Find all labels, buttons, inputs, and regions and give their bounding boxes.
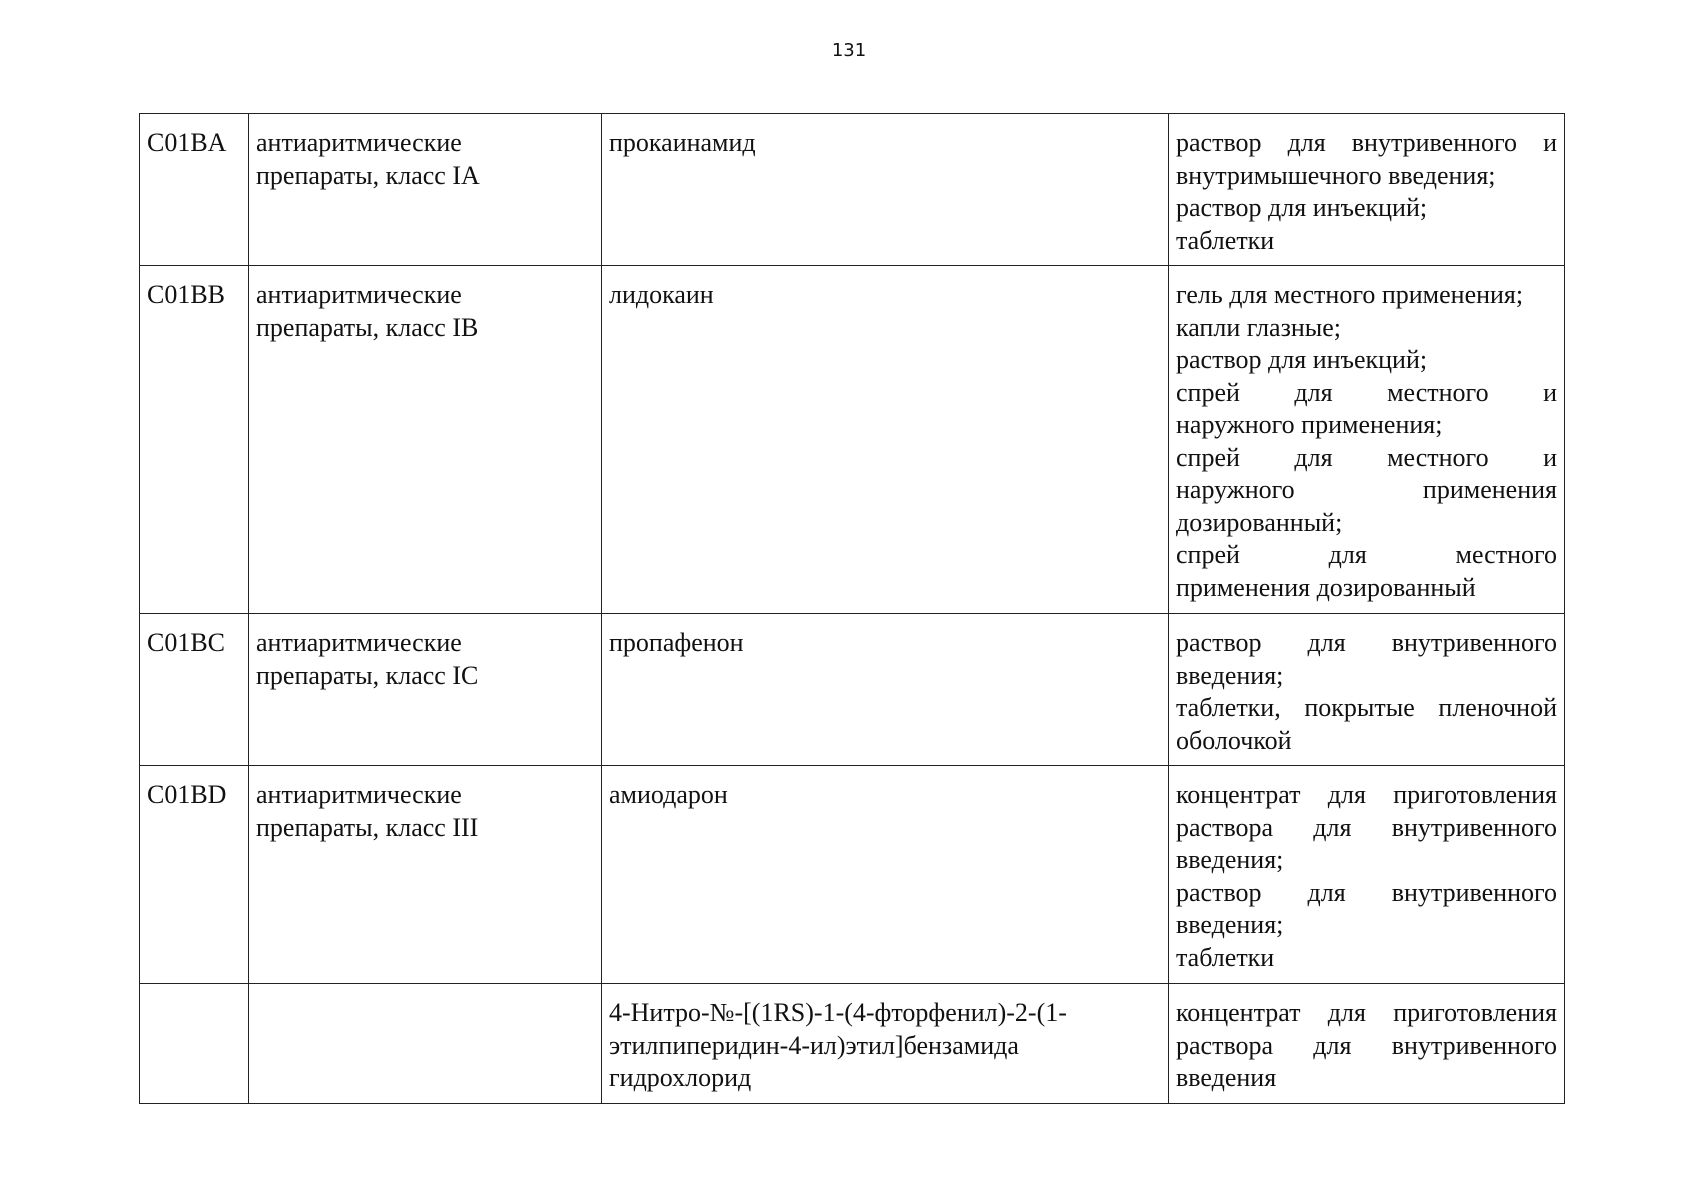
- form-line: концентрат для приготовления: [1176, 780, 1557, 809]
- group-line: антиаритмические: [256, 280, 462, 309]
- dosage-form-cell: [1169, 114, 1565, 266]
- pharmacological-group-cell: [249, 614, 602, 766]
- form-line: спрей для местного и: [1176, 377, 1557, 407]
- substance-line: амиодарон: [609, 780, 728, 809]
- form-line: таблетки: [1176, 225, 1275, 255]
- form-line: наружного применения: [1176, 475, 1557, 504]
- substance-cell: [602, 614, 1169, 766]
- atc-code-cell: [140, 984, 249, 1104]
- form-line: раствор для внутривенного: [1176, 628, 1557, 657]
- form-line: раствор для внутривенного и: [1176, 128, 1557, 157]
- table-row: [140, 266, 1565, 614]
- form-line: таблетки: [1176, 942, 1275, 972]
- form-line: концентрат для приготовления: [1176, 998, 1557, 1027]
- group-line: препараты, класс IA: [256, 160, 480, 190]
- dosage-form-cell: [1169, 266, 1565, 614]
- substance-line: прокаинамид: [609, 128, 756, 157]
- atc-code-cell: C01BB: [140, 266, 249, 614]
- table-row: [140, 984, 1565, 1104]
- page-number: 131: [831, 40, 867, 61]
- substance-cell: [602, 266, 1169, 614]
- group-line: антиаритмические: [256, 780, 462, 809]
- form-line: раствор для инъекций;: [1176, 345, 1428, 374]
- atc-code-cell: C01BA: [140, 114, 249, 266]
- substance-line: гидрохлорид: [609, 1063, 752, 1092]
- atc-code-cell: C01BC: [140, 614, 249, 766]
- substance-cell: [602, 114, 1169, 266]
- substance-line: 4-Нитро-№-[(1RS)-1-(4-фторфенил)-2-(1-: [609, 998, 1067, 1027]
- table-row: [140, 614, 1565, 766]
- form-line: наружного применения;: [1176, 410, 1443, 439]
- form-line: раствора для внутривенного: [1176, 1030, 1557, 1060]
- form-line: капли глазные;: [1176, 312, 1342, 342]
- dosage-form-cell: [1169, 766, 1565, 984]
- group-line: препараты, класс IC: [256, 660, 479, 690]
- substance-line: лидокаин: [609, 280, 714, 309]
- substance-cell: [602, 984, 1169, 1104]
- form-line: введения;: [1176, 845, 1284, 874]
- pharmacological-group-cell: [249, 766, 602, 984]
- form-line: раствора для внутривенного: [1176, 812, 1557, 842]
- table-row: [140, 766, 1565, 984]
- form-line: спрей для местного: [1176, 540, 1557, 569]
- group-line: антиаритмические: [256, 628, 462, 657]
- form-line: таблетки, покрытые пленочной: [1176, 693, 1557, 722]
- form-line: спрей для местного и: [1176, 442, 1557, 472]
- pharmacological-group-cell: [249, 266, 602, 614]
- form-line: применения дозированный: [1176, 572, 1476, 602]
- atc-code-cell: C01BD: [140, 766, 249, 984]
- form-line: гель для местного применения;: [1176, 280, 1524, 309]
- dosage-form-cell: [1169, 984, 1565, 1104]
- form-line: внутримышечного введения;: [1176, 160, 1496, 190]
- form-line: оболочкой: [1176, 725, 1292, 755]
- substance-cell: [602, 766, 1169, 984]
- form-line: введения: [1176, 1063, 1277, 1092]
- form-line: введения;: [1176, 910, 1284, 939]
- table-row: [140, 114, 1565, 266]
- form-line: дозированный;: [1176, 507, 1343, 537]
- group-line: антиаритмические: [256, 128, 462, 157]
- group-line: препараты, класс IB: [256, 312, 479, 342]
- form-line: введения;: [1176, 660, 1284, 690]
- dosage-form-cell: [1169, 614, 1565, 766]
- form-line: раствор для инъекций;: [1176, 193, 1428, 222]
- substance-line: пропафенон: [609, 628, 744, 657]
- form-line: раствор для внутривенного: [1176, 877, 1557, 907]
- group-line: препараты, класс III: [256, 812, 479, 842]
- drug-table: [139, 113, 1565, 1104]
- pharmacological-group-cell: [249, 114, 602, 266]
- substance-line: этилпиперидин-4-ил)этил]бензамида: [609, 1030, 1019, 1060]
- pharmacological-group-cell: [249, 984, 602, 1104]
